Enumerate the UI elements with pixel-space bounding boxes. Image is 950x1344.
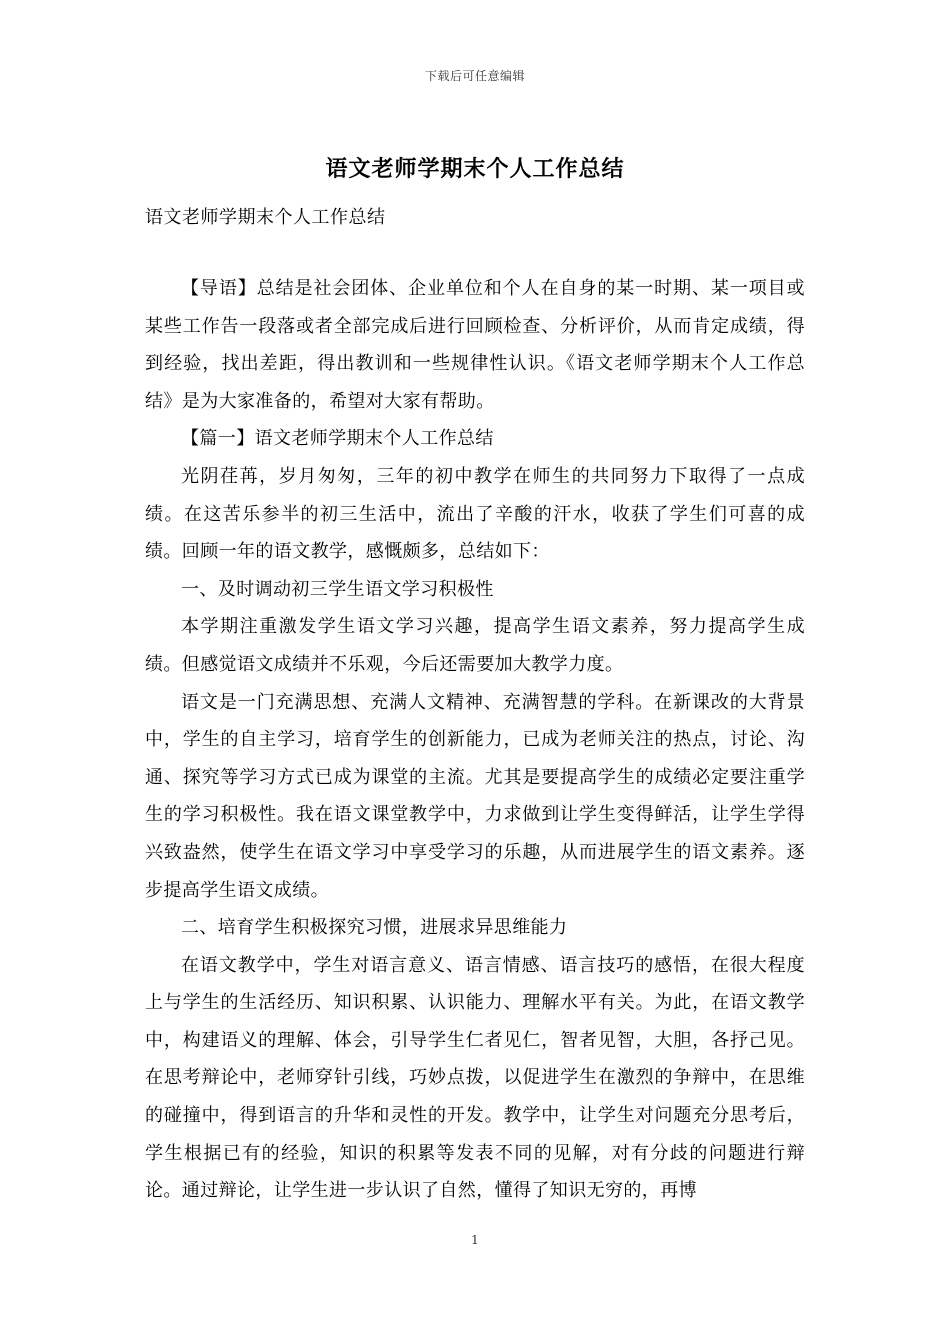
document-subtitle: 语文老师学期末个人工作总结 [145, 207, 386, 228]
paragraph-section-heading: 【篇一】语文老师学期末个人工作总结 [181, 428, 494, 450]
paragraph: 在语文教学中，学生对语言意义、语言情感、语言技巧的感悟，在很大程度上与学生的生活经历、知识积累、认识能力、理解水平有关。为此，在语文教学中，构建语义的理解、体会，引导学生仁者见仁，智者见智，大胆，各抒己见。在思考辩论中，老师穿针引线，巧妙点拨，以促进学生在激烈的争辩中，在思维的碰撞中，得到语言的升华和灵性的开发。教学中，让学生对问题充分思考后，学生根据已有的经验，知识的积累等发表不同的见解，对有分歧的问题进行辩论。通过辩论，让学生进一步认识了自然，懂得了知识无穷的，再博 [145, 954, 805, 1202]
paragraph-heading: 一、及时调动初三学生语文学习积极性 [181, 578, 494, 600]
document-title: 语文老师学期末个人工作总结 [325, 156, 625, 182]
paragraph: 光阴荏苒，岁月匆匆，三年的初中教学在师生的共同努力下取得了一点成绩。在这苦乐参半的初三生活中，流出了辛酸的汗水，收获了学生们可喜的成绩。回顾一年的语文教学，感慨颇多，总结如下： [145, 465, 805, 563]
paragraph-intro: 【导语】总结是社会团体、企业单位和个人在自身的某一时期、某一项目或某些工作告一段落或者全部完成后进行回顾检查、分析评价，从而肯定成绩，得到经验，找出差距，得出教训和一些规律性认识。《语文老师学期末个人工作总结》是为大家准备的，希望对大家有帮助。 [145, 278, 805, 412]
document-body [145, 270, 805, 1210]
paragraph: 语文是一门充满思想、充满人文精神、充满智慧的学科。在新课改的大背景中，学生的自主学习，培育学生的创新能力，已成为老师关注的热点，讨论、沟通、探究等学习方式已成为课堂的主流。尤其是要提高学生的成绩必定要注重学生的学习积极性。我在语文课堂教学中，力求做到让学生变得鲜活，让学生学得兴致盎然，使学生在语文学习中享受学习的乐趣，从而进展学生的语文素养。逐步提高学生语文成绩。 [145, 691, 805, 901]
paragraph-heading: 二、培育学生积极探究习惯，进展求异思维能力 [181, 917, 568, 939]
paragraph: 本学期注重激发学生语文学习兴趣，提高学生语文素养，努力提高学生成绩。但感觉语文成绩并不乐观，今后还需要加大教学力度。 [145, 616, 805, 675]
page-number: 1 [471, 1233, 479, 1247]
page-header: 下载后可任意编辑 [424, 69, 525, 83]
